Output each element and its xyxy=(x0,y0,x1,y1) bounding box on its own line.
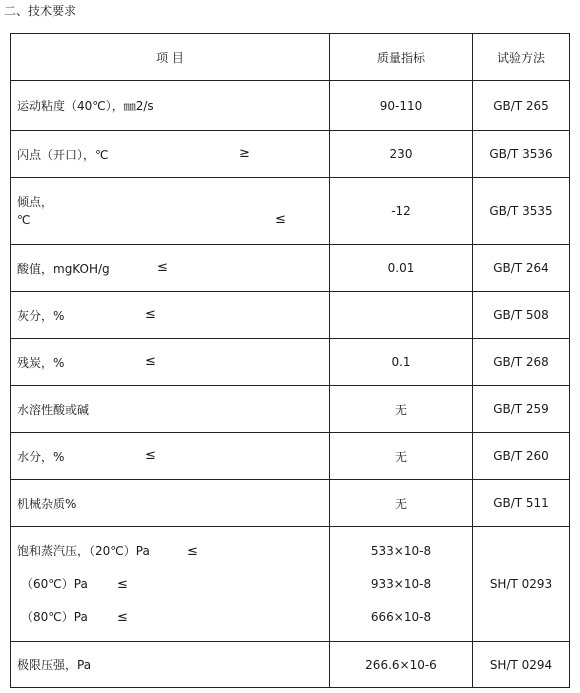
method-cell: SH/T 0294 xyxy=(473,642,570,688)
table-row xyxy=(11,339,570,386)
table-header-row xyxy=(11,34,570,81)
method-cell: GB/T 260 xyxy=(473,433,570,480)
item-pour-point-unit: ℃ xyxy=(17,213,31,227)
item-vapor-20c: 饱和蒸汽压，（20℃）Pa xyxy=(17,543,150,558)
value-cell: 0.1 xyxy=(330,339,473,386)
table-row xyxy=(11,292,570,339)
value-vapor-60c: 933×10-8 xyxy=(370,576,432,591)
comparator: ≤ xyxy=(145,354,156,369)
value-vapor-80c: 666×10-8 xyxy=(370,609,432,624)
method-cell: GB/T 508 xyxy=(473,292,570,339)
method-cell: GB/T 3536 xyxy=(473,131,570,178)
header-item: 项 目 xyxy=(11,34,330,81)
value-cell: 无 xyxy=(330,433,473,480)
technical-requirements-table xyxy=(10,33,570,688)
item-vapor-60c: （60℃）Pa xyxy=(21,576,88,591)
value-cell: 无 xyxy=(330,386,473,433)
value-cell: 266.6×10-6 xyxy=(330,642,473,688)
section-title: 二、技术要求 xyxy=(4,4,77,18)
value-cell: -12 xyxy=(330,178,473,245)
table-row xyxy=(11,433,570,480)
comparator: ≤ xyxy=(117,609,128,625)
value-cell xyxy=(330,292,473,339)
header-test-method: 试验方法 xyxy=(473,34,570,81)
value-cell: 230 xyxy=(330,131,473,178)
table-row xyxy=(11,386,570,433)
value-vapor-20c: 533×10-8 xyxy=(370,543,432,558)
header-quality-index: 质量指标 xyxy=(330,34,473,81)
comparator: ≤ xyxy=(275,212,286,227)
item-water-soluble-acid-base: 水溶性酸或碱 xyxy=(17,402,90,417)
table-row xyxy=(11,131,570,178)
method-cell: GB/T 268 xyxy=(473,339,570,386)
item-flash-point: 闪点（开口），℃ xyxy=(17,147,109,162)
comparator: ≤ xyxy=(145,448,156,463)
item-ash: 灰分，% xyxy=(17,308,65,323)
table-row xyxy=(11,245,570,292)
comparator: ≤ xyxy=(117,576,128,592)
method-cell: GB/T 264 xyxy=(473,245,570,292)
value-cell: 无 xyxy=(330,480,473,527)
item-ultimate-pressure: 极限压强，Pa xyxy=(17,658,92,672)
table-row xyxy=(11,480,570,527)
item-mechanical-impurities: 机械杂质% xyxy=(17,496,77,511)
comparator: ≤ xyxy=(187,543,198,559)
item-moisture: 水分，% xyxy=(17,449,65,464)
table-row xyxy=(11,178,570,245)
item-kinematic-viscosity: 运动粘度（40℃），㎜2/s xyxy=(17,99,154,113)
table-row xyxy=(11,81,570,131)
table-row-vapor-pressure xyxy=(11,527,570,642)
value-cell: 90-110 xyxy=(330,81,473,131)
comparator: ≥ xyxy=(239,146,250,161)
method-cell: GB/T 265 xyxy=(473,81,570,131)
comparator: ≤ xyxy=(145,307,156,322)
comparator: ≤ xyxy=(157,260,168,275)
table-row xyxy=(11,642,570,688)
value-cell: 0.01 xyxy=(330,245,473,292)
method-cell: SH/T 0293 xyxy=(473,527,570,642)
method-cell: GB/T 511 xyxy=(473,480,570,527)
item-acid-value: 酸值，mgKOH/g xyxy=(17,261,110,276)
item-vapor-80c: （80℃）Pa xyxy=(21,609,88,624)
method-cell: GB/T 259 xyxy=(473,386,570,433)
method-cell: GB/T 3535 xyxy=(473,178,570,245)
item-carbon-residue: 残炭，% xyxy=(17,355,65,370)
item-pour-point: 倾点， xyxy=(17,195,54,209)
